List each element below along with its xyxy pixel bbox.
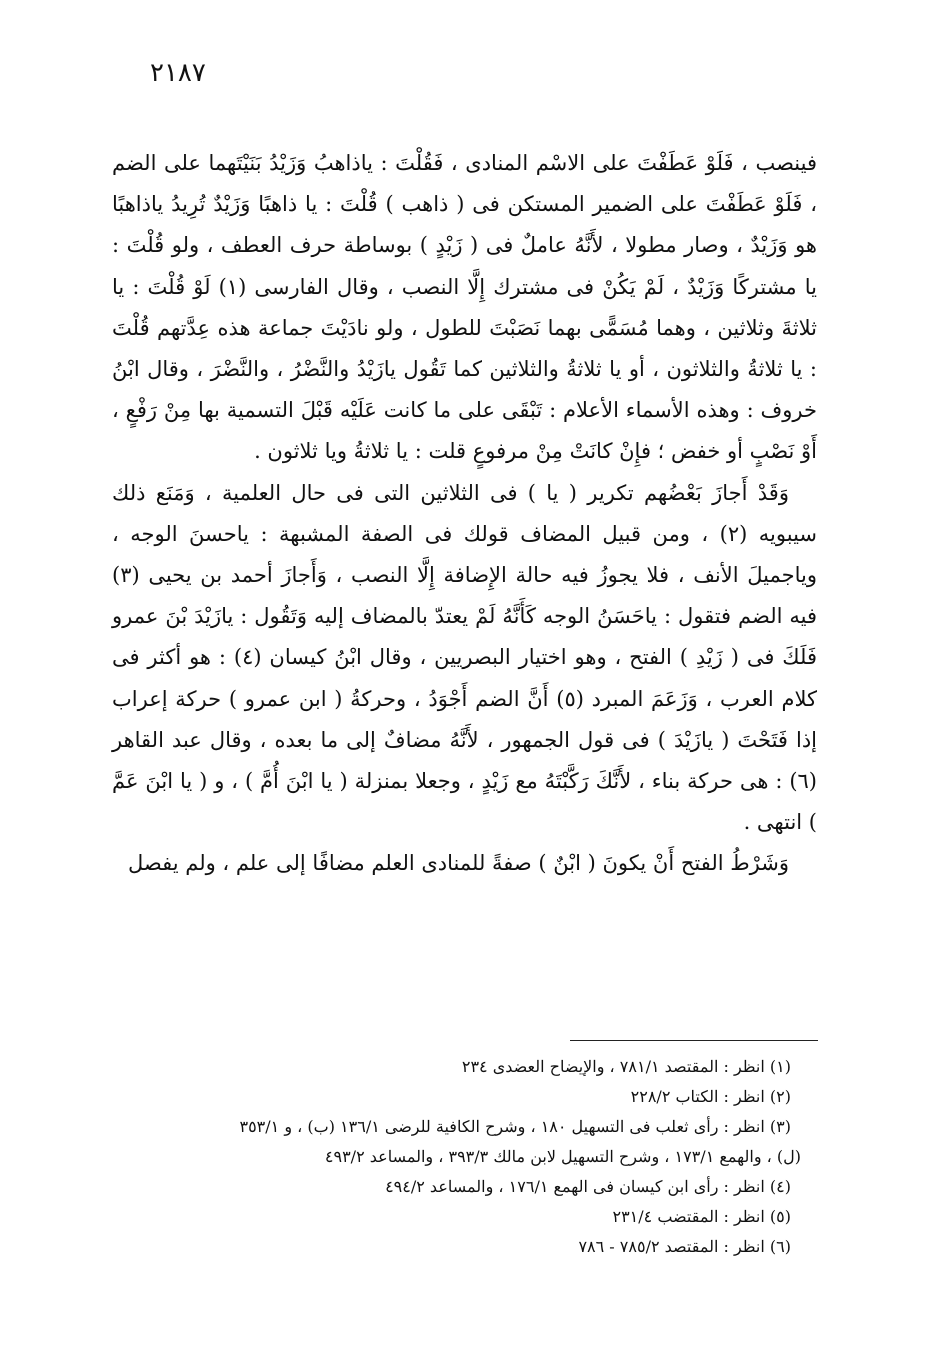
page-number: ٢١٨٧	[150, 58, 206, 88]
footnote-5: (٥) انظر : المقتضب ٢٣١/٤	[612, 1207, 791, 1226]
main-text	[112, 143, 817, 885]
paragraph-3: وَشَرْطُ الفتح أَنْ يكونَ ( ابْنٌ ) صفةً للمنادى العلم مضافًا إلى علم ، ولم يفصل	[127, 851, 789, 876]
footnote-separator	[570, 1040, 818, 1041]
paragraph-2: وَقَدْ أَجازَ بَعْضُهم تكرير ( يا ) فى الثلاثين التى فى حال العلمية ، وَمَنَع ذلك سيبويه (٢) ، ومن قبيل المضاف قولك فى الصفة المشبهة : ياحسنَ الوجه ، وياجميلَ الأنف ، فلا يجوزُ فيه حالة الإِضافة إِلَّا النصب ، وَأَجازَ أحمد بن يحيى (٣) فيه الضم فتقول : ياحَسَنُ الوجه كَأَنَّهُ لَمْ يعتدّ بالمضاف إليه وَتَقُول : يازَيْدَ بْنَ عمرو فَلَكَ فى ( زَيْدِ ) الفتح ، وهو اختيار البصريين ، وقال ابْنُ كيسان (٤) : هو أكثر فى كلام العرب ، وَزَعَمَ المبرد (٥) أَنَّ الضم أَجْوَدُ ، وحركةُ ( ابن عمرو ) حركة إعراب إذا فَتَحْتَ ( يازَيْدَ ) فى قول الجمهور ، لأَنَّهُ مضافٌ إلى ما بعده ، وقال عبد القاهر (٦) : هى حركة بناء ، لأَنَّكَ رَكَّبْتَهُ مع زَيْدٍ ، وجعلا بمنزلة ( يا ابْنَ أُمَّ ) ، و ( يا ابْنَ عَمَّ ) انتهى .	[112, 480, 818, 835]
footnote-3: (٣) انظر : رأى ثعلب فى التسهيل ١٨٠ ، وشرح الكافية للرضى ١٣٦/١ (ب) ، و ٣٥٣/١	[239, 1117, 791, 1136]
footnote-1: (١) انظر : المقتصد ٧٨١/١ ، والإيضاح العضدى ٢٣٤	[461, 1057, 791, 1076]
footnote-3-continued: (ل) ، والهمع ١٧٣/١ ، وشرح التسهيل لابن مالك ٣٩٣/٣ ، والمساعد ٤٩٣/٢	[324, 1147, 801, 1166]
paragraph-1: فينصب ، فَلَوْ عَطَفْتَ على الاسْم المنادى ، فَقُلْتَ : ياذاهبُ وَزَيْدُ بَنَيْتَهما على الضم ، فَلَوْ عَطَفْتَ على الضمير المستكن فى ( ذاهب ) قُلْتَ : يا ذاهبًا وَزَيْدٌ تُرِيدُ ياذاهبًا هو وَزَيْدٌ ، وصار مطولا ، لأَنَّهُ عاملٌ فى ( زَيْدٍ ) بوساطة حرف العطف ، ولو قُلْتَ : يا مشتركًا وَزَيْدٌ ، لَمْ يَكُنْ فى مشترك إِلَّا النصب ، وقال الفارسى (١) لَوْ قُلْتَ : يا ثلاثةَ وثلاثين ، وهما مُسَمًّى بهما نَصَبْتَ للطول ، ولو نادَيْتَ جماعة هذه عِدَّتهم قُلْتَ : يا ثلاثةُ والثلاثون ، أو يا ثلاثةُ والثلاثين كما تَقُول يازَيْدُ والنَّضْرُ ، والنَّضْرَ ، وقال ابْنُ خروف : وهذه الأسماء الأعلام : تَبْقَى على ما كانت عَلَيْه قَبْلَ التسمية بها مِنْ رَفْعٍ ، أَوْ نَصْبٍ أو خفض ؛ فإِنْ كانَتْ مِنْ مرفوعٍ قلت : يا ثلاثةُ ويا ثلاثون .	[112, 151, 817, 464]
footnote-6: (٦) انظر : المقتصد ٧٨٥/٢ - ٧٨٦	[578, 1237, 791, 1256]
footnote-4: (٤) انظر : رأى ابن كيسان فى الهمع ١٧٦/١ ، والمساعد ٤٩٤/٢	[385, 1177, 791, 1196]
footnotes	[105, 1052, 801, 1262]
footnote-2: (٢) انظر : الكتاب ٢٢٨/٢	[630, 1087, 791, 1106]
